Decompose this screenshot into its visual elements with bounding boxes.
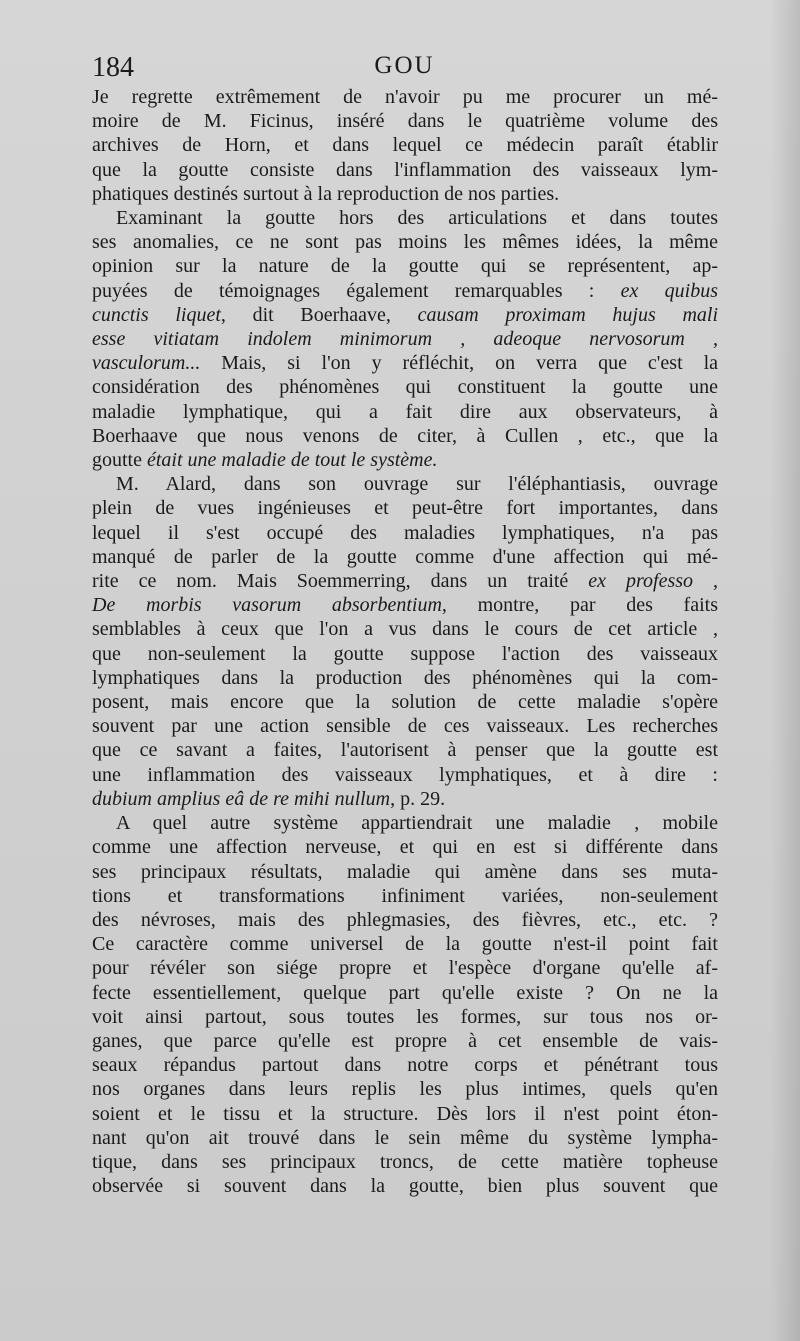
page-number: 184 — [92, 52, 134, 83]
text-line: tions et transformations infiniment variées, non-seulement — [92, 884, 718, 907]
text-line: maladie lymphatique, qui a fait dire aux observateurs, à — [92, 400, 718, 423]
text-line: des névroses, mais des phlegmasies, des fièvres, etc., etc. ? — [92, 908, 718, 931]
text-line: lymphatiques dans la production des phénomènes qui la com- — [92, 666, 718, 689]
text-line: phatiques destinés surtout à la reproduction de nos parties. — [92, 182, 560, 205]
text-line: semblables à ceux que l'on a vus dans le cours de cet article , — [92, 618, 718, 641]
text-line: archives de Horn, et dans lequel ce médecin paraît établir — [92, 134, 718, 157]
text-line: que non-seulement la goutte suppose l'action des vaisseaux — [92, 642, 718, 665]
text-line: plein de vues ingénieuses et peut-être fort importantes, dans — [92, 497, 718, 520]
text-line: opinion sur la nature de la goutte qui se représentent, ap- — [92, 255, 718, 278]
text-line: vasculorum... Mais, si l'on y réfléchit, on verra que c'est la — [92, 352, 718, 375]
text-line: soient et le tissu et la structure. Dès lors il n'est point éton- — [92, 1102, 718, 1125]
page-edge-shadow — [770, 0, 800, 1341]
text-line: voit ainsi partout, sous toutes les formes, sur tous nos or- — [92, 1005, 718, 1028]
text-line: rite ce nom. Mais Soemmerring, dans un traité ex professo , — [92, 570, 719, 593]
text-line: goutte était une maladie de tout le système. — [92, 449, 438, 472]
text-line: seaux répandus partout dans notre corps et pénétrant tous — [92, 1054, 718, 1077]
text-line: comme une affection nerveuse, et qui en est si différente dans — [92, 836, 718, 859]
text-line: ses principaux résultats, maladie qui amène dans ses muta- — [92, 860, 718, 883]
text-line: posent, mais encore que la solution de cette maladie s'opère — [92, 691, 718, 714]
text-line: ganes, que parce qu'elle est propre à cet ensemble de vais- — [92, 1029, 718, 1052]
text-line: M. Alard, dans son ouvrage sur l'éléphantiasis, ouvrage — [116, 473, 718, 496]
text-line: nant qu'on ait trouvé dans le sein même du système lympha- — [92, 1126, 718, 1149]
text-line: lequel il s'est occupé des maladies lymphatiques, n'a pas — [92, 521, 718, 544]
text-line: que ce savant a faites, l'autorisent à penser que la goutte est — [92, 739, 718, 762]
text-line: considération des phénomènes qui constituent la goutte une — [92, 376, 718, 399]
text-line: esse vitiatam indolem minimorum , adeoque nervosorum , — [92, 328, 718, 351]
text-line: A quel autre système appartiendrait une maladie , mobile — [116, 812, 718, 835]
text-line: Examinant la goutte hors des articulations et dans toutes — [116, 207, 718, 230]
text-line: Boerhaave que nous venons de citer, à Cullen , etc., que la — [92, 424, 718, 447]
text-line: que la goutte consiste dans l'inflammation des vaisseaux lym- — [92, 158, 718, 181]
text-line: dubium amplius eâ de re mihi nullum, p. 29. — [92, 787, 446, 810]
text-line: De morbis vasorum absorbentium, montre, par des faits — [92, 594, 718, 617]
text-line: une inflammation des vaisseaux lymphatiques, et à dire : — [92, 763, 718, 786]
text-line: pour révéler son siége propre et l'espèce d'organe qu'elle af- — [92, 957, 718, 980]
text-line: nos organes dans leurs replis les plus intimes, quels qu'en — [92, 1078, 718, 1101]
text-line: puyées de témoignages également remarquables : ex quibus — [92, 279, 718, 302]
text-line: Ce caractère comme universel de la goutte n'est-il point fait — [92, 933, 718, 956]
text-line: fecte essentiellement, quelque part qu'elle existe ? On ne la — [92, 981, 718, 1004]
running-head: GOU — [374, 52, 435, 79]
text-line: observée si souvent dans la goutte, bien plus souvent que — [92, 1175, 718, 1198]
page-header — [92, 52, 717, 86]
text-line: moire de M. Ficinus, inséré dans le quatrième volume des — [92, 110, 718, 133]
text-line: manqué de parler de la goutte comme d'une affection qui mé- — [92, 545, 718, 568]
text-line: souvent par une action sensible de ces vaisseaux. Les recherches — [92, 715, 718, 738]
body-text — [92, 85, 718, 1198]
text-line: Je regrette extrêmement de n'avoir pu me procurer un mé- — [92, 86, 718, 108]
text-line: tique, dans ses principaux troncs, de cette matière topheuse — [92, 1150, 718, 1173]
text-line: ses anomalies, ce ne sont pas moins les mêmes idées, la même — [92, 231, 718, 254]
text-line: cunctis liquet, dit Boerhaave, causam proximam hujus mali — [92, 303, 718, 326]
